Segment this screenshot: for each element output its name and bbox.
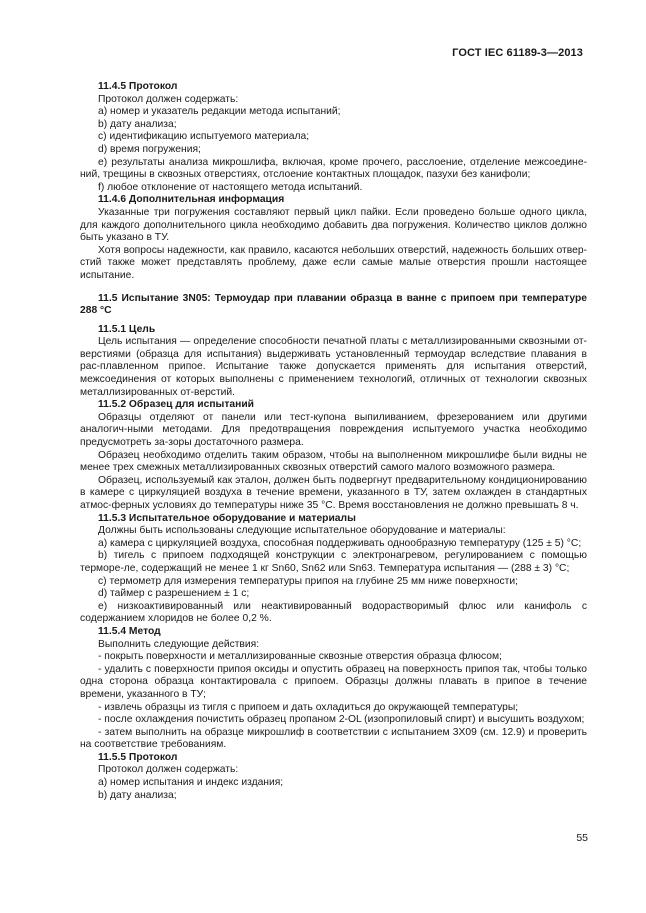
list-item: b) дату анализа; <box>98 789 177 801</box>
paragraph: Образец необходимо отделить таким образом, чтобы на выполненном микрошлифе были видны не менее трех смежных металлизированных сквозных отверстий самого малого возможного размера. <box>80 449 587 474</box>
list-item: а) номер испытания и индекс издания; <box>98 777 284 789</box>
list-item: c) идентификацию испытуемого материала; <box>98 131 310 143</box>
heading-11-4-5: 11.4.5 Протокол <box>98 81 178 92</box>
list-item: - затем выполнить на образце микрошлиф в соответствии с испытанием 3X09 (см. 12.9) и проверить на соответствие требованиям. <box>80 726 587 751</box>
standard-header: ГОСТ IEC 61189-3—2013 <box>452 47 583 59</box>
list-item: b) дату анализа; <box>98 118 177 130</box>
list-item: с) термометр для измерения температуры припоя на глубине 25 мм ниже поверхности; <box>98 575 518 587</box>
paragraph: Протокол должен содержать: <box>98 764 239 776</box>
heading-11-5: 11.5 Испытание 3N05: Термоудар при плавании образца в ванне с припоем при температуре 288 °С <box>80 292 587 317</box>
list-item: b) тигель с припоем подходящей конструкции с электронагревом, регулированием с помощью терморе-ле, содержащий не менее 1 кг Sn60, Sn62 или Sn63. Температура испытания — (288 ± 3) °С; <box>80 550 587 574</box>
paragraph: Цель испытания — определение способности печатной платы с металлизированными сквозными от-верстиями (образца для испытания) выдерживать установленный термоудар вследствие плавания в рас-плавленном припое. Испытание также допускается применять для испытания отверстий, межсоединения от которых выполнены с применением технологий, отличных от технологии сквозных металлизированных от-верстий. <box>80 336 587 398</box>
list-item: - удалить с поверхности припоя оксиды и опустить образец на поверхность припоя так, чтобы только одна сторона образца контактировала с припоем. Образцы должны плавать в припое в течение времени, указанного в ТУ; <box>80 663 587 700</box>
page-number: 55 <box>576 832 588 844</box>
heading-11-5-2: 11.5.2 Образец для испытаний <box>98 399 254 411</box>
paragraph: Образец, используемый как эталон, должен быть подвергнут предварительному кондиционированию в камере с циркуляцией воздуха в течение времени, указанного в ТУ, затем охлажден в стандартных атмос-ферных условиях до температуры ниже 35 °С. Время восстановления не должно превышать 8 ч. <box>80 474 587 511</box>
paragraph: Хотя вопросы надежности, как правило, касаются небольших отверстий, надежность больших отвер-стий также может представлять проблему, даже если самые малые отверстия прошли настоящее испытание. <box>80 244 587 281</box>
list-item: а) номер и указатель редакции метода испытаний; <box>98 106 341 118</box>
paragraph: Выполнить следующие действия: <box>98 638 260 650</box>
list-item: d) время погружения; <box>98 143 201 155</box>
list-item: e) результаты анализа микрошлифа, включая, кроме прочего, расслоение, отделение межсоедине-ний, трещины в сквозных отверстиях, отслоение контактных площадок, пазухи без канифоли; <box>80 156 587 181</box>
paragraph: Должны быть использованы следующие испытательное оборудование и материалы: <box>98 525 506 537</box>
list-item: d) таймер с разрешением ± 1 с; <box>98 588 250 600</box>
list-item: f) любое отклонение от настоящего метода испытаний. <box>98 181 363 193</box>
list-item: e) низкоактивированный или неактивированный водорастворимый флюс или канифоль с содержанием хлоридов не более 0,2 %. <box>80 600 587 625</box>
list-item: - покрыть поверхности и металлизированные сквозные отверстия образца флюсом; <box>98 651 502 663</box>
list-item: - извлечь образцы из тигля с припоем и дать охладиться до окружающей температуры; <box>98 701 519 713</box>
heading-11-5-3: 11.5.3 Испытательное оборудование и материалы <box>98 512 356 524</box>
heading-11-5-5: 11.5.5 Протокол <box>98 751 178 763</box>
paragraph: Образцы отделяют от панели или тест-купона выпиливанием, фрезерованием или другими аналогич-ными методами. Для предотвращения повреждения испытуемого участка необходимо предусмотреть за-зоры достаточного размера. <box>80 411 587 449</box>
paragraph: Протокол должен содержать: <box>98 93 239 105</box>
section-11-5-3 <box>80 513 587 626</box>
heading-11-5-4: 11.5.4 Метод <box>98 625 161 637</box>
page-content <box>80 81 587 802</box>
heading-11-4-6: 11.4.6 Дополнительная информация <box>98 194 285 206</box>
section-11-4-6 <box>80 194 587 282</box>
list-item: а) камера с циркуляцией воздуха, способная поддерживать однообразную температуру (125 ± 5) °С; <box>98 537 582 549</box>
section-11-5-5 <box>80 752 587 802</box>
section-11-5-4 <box>80 626 587 752</box>
section-11-5 <box>80 293 587 318</box>
heading-11-5-1: 11.5.1 Цель <box>98 323 156 335</box>
section-11-5-1 <box>80 324 587 400</box>
section-11-4-5 <box>80 81 587 194</box>
section-11-5-2 <box>80 399 587 512</box>
paragraph: Указанные три погружения составляют первый цикл пайки. Если проведено больше одного цикла, для каждого дополнительного цикла необходимо добавить два погружения. Количество циклов должно быть указано в ТУ. <box>80 206 587 244</box>
list-item: - после охлаждения почистить образец пропаном 2-OL (изопропиловый спирт) и высушить воздухом; <box>98 714 585 726</box>
